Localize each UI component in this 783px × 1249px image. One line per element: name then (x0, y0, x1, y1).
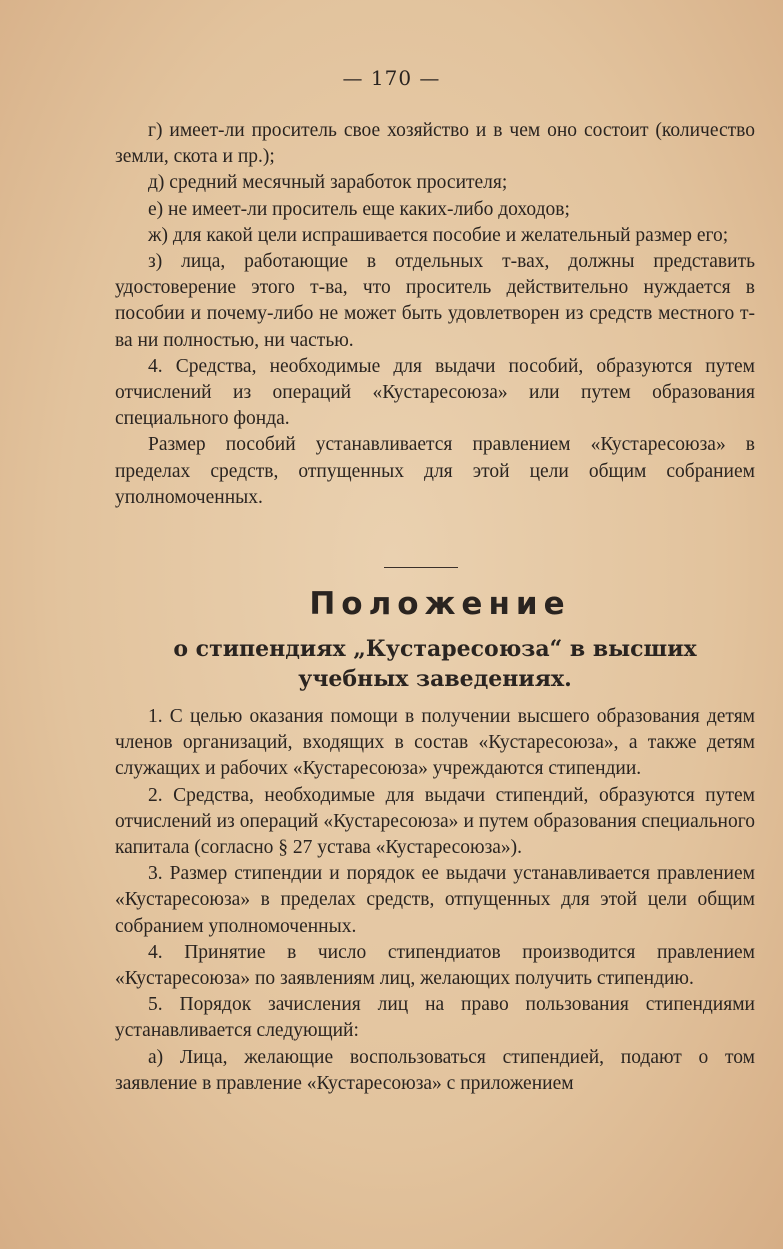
clause-2: 2. Средства, необходимые для выдачи стипендий, образуются путем отчислений из операций «Кустаресоюза» и путем образования специального капитала (согласно § 27 устава «Кустаресоюза»). (115, 784, 755, 859)
paragraph-z: з) лица, работающие в отдельных т-вах, должны представить удостоверение этого т-ва, что проситель действительно нуждается в пособии и почему-либо не может быть удовлетворен из средств местного т-ва ни полностью, ни частью. (115, 251, 755, 351)
clause-1: 1. С целью оказания помощи в получении высшего образования детям членов организаций, входящих в состав «Кустаресоюза», а также детям служащих и рабочих «Кустаресоюза» учреждаются стипендии. (115, 706, 755, 780)
paragraph-4: 4. Средства, необходимые для выдачи пособий, образуются путем отчислений из операций «Кустаресоюза» или путем образования специального фонда. (115, 355, 755, 430)
section-text-block (115, 704, 755, 1097)
paragraph-size: Размер пособий устанавливается правлением «Кустаресоюза» в пределах средств, отпущенных для этой цели общим собранием уполномоченных. (115, 434, 755, 508)
section-subtitle: о стипендиях „Кустаресоюза“ в высших учебных заведениях. (173, 636, 697, 692)
paragraph-d: д) средний месячный заработок просителя; (148, 172, 508, 194)
clause-4: 4. Принятие в число стипендиатов производится правлением «Кустаресоюза» по заявлениям лиц, желающих получить стипендию. (115, 941, 755, 990)
top-text-block (115, 118, 755, 511)
paragraph-g: г) имеет-ли проситель свое хозяйство и в чем оно состоит (количество земли, скота и пр.); (115, 120, 755, 168)
paragraph-e: е) не имеет-ли проситель еще каких-либо доходов; (148, 198, 570, 220)
clause-5: 5. Порядок зачисления лиц на право пользования стипендиями устанавливается следующий: (115, 994, 755, 1042)
clause-3: 3. Размер стипендии и порядок ее выдачи устанавливается правлением «Кустаресоюза» в пределах средств, отпущенных для этой цели общим собранием уполномоченных. (115, 863, 755, 937)
section-title: Положение (309, 586, 571, 622)
section-divider (384, 567, 458, 568)
page-number: — 170 — (342, 66, 441, 90)
clause-5a: а) Лица, желающие воспользоваться стипендией, подают о том заявление в правление «Кустаресоюза» с приложением (115, 1046, 755, 1094)
paragraph-zh: ж) для какой цели испрашивается пособие и желательный размер его; (148, 224, 729, 246)
